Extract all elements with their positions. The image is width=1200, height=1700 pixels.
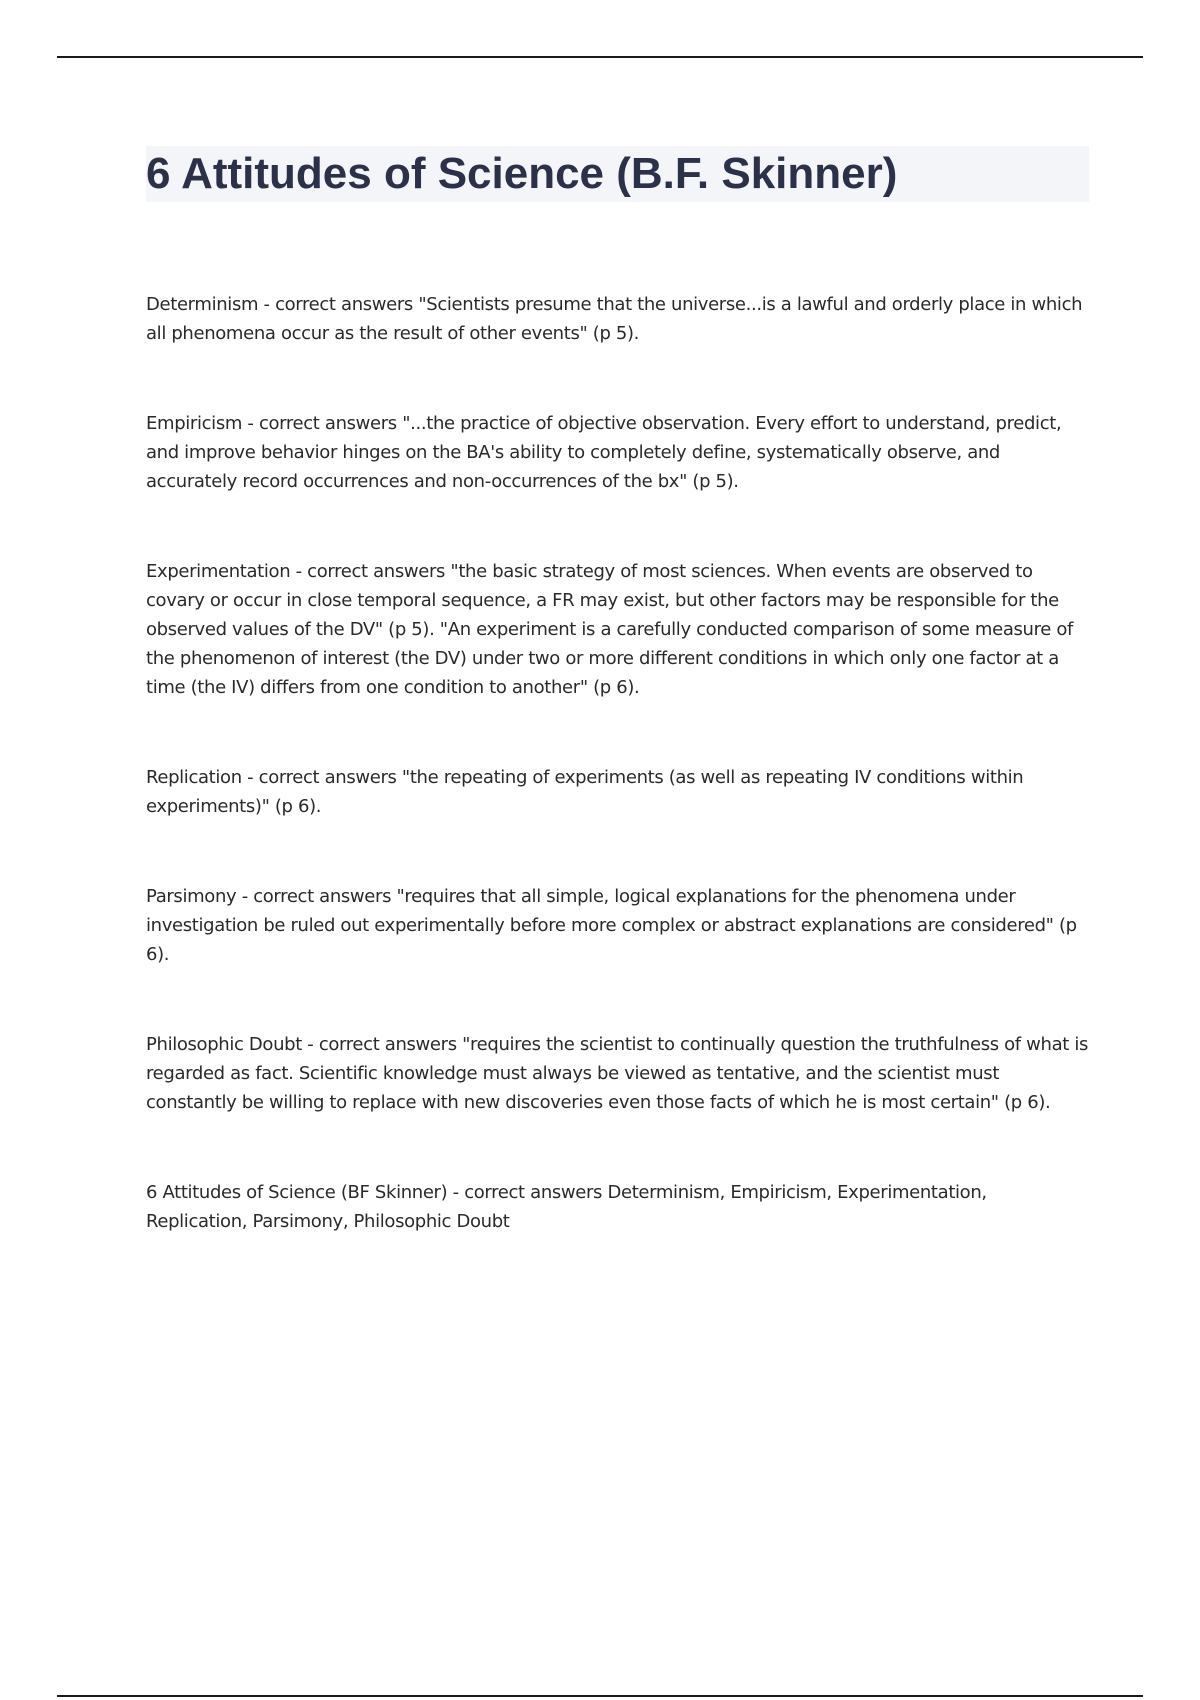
qa-item-empiricism [146, 409, 1092, 496]
top-rule [57, 56, 1143, 58]
qa-term: Parsimony [146, 886, 237, 907]
qa-answer: "...the practice of objective observation. Every effort to understand, predict, and improve behavior hinges on the BA's ability to completely define, systematically observe, and accurately record occurrences and non-occurrences of the bx" (p 5). [146, 413, 1062, 492]
qa-answer-marker: correct answers [307, 561, 446, 582]
page-title: 6 Attitudes of Science (B.F. Skinner) [146, 149, 898, 198]
qa-item-parsimony [146, 882, 1092, 969]
qa-item-determinism [146, 290, 1092, 348]
qa-answer-marker: correct answers [318, 1034, 457, 1055]
qa-answer: "requires the scientist to continually question the truthfulness of what is regarded as fact. Scientific knowledge must always be viewed as tentative, and the scientist must constantly be willing to replace with new discoveries even those facts of which he is most certain" (p 6). [146, 1034, 1089, 1113]
qa-answer: "the basic strategy of most sciences. When events are observed to covary or occur in close temporal sequence, a FR may exist, but other factors may be responsible for the observed values of the DV" (p 5). "An experiment is a carefully conducted comparison of some measure of the phenomenon of interest (the DV) under two or more different conditions in which only one factor at a time (the IV) differs from one condition to another" (p 6). [146, 561, 1073, 698]
qa-answer-marker: correct answers [258, 413, 397, 434]
qa-answer-marker: correct answers [253, 886, 392, 907]
qa-answer-marker: correct answers [275, 294, 413, 315]
qa-term: Experimentation [146, 561, 291, 582]
qa-item-experimentation [146, 557, 1092, 702]
qa-answer-marker: correct answers [258, 767, 397, 788]
qa-term: Empiricism [146, 413, 243, 434]
bottom-rule [57, 1695, 1143, 1697]
qa-answer: "Scientists presume that the universe...is a lawful and orderly place in which all phenomena occur as the result of other events" (p 5). [146, 294, 1083, 344]
qa-item-summary [146, 1178, 1092, 1236]
qa-answer: "requires that all simple, logical explanations for the phenomena under investigation be ruled out experimentally before more complex or abstract explanations are considered" (p 6). [146, 886, 1077, 965]
qa-term: Philosophic Doubt [146, 1034, 302, 1055]
qa-item-philosophic-doubt [146, 1030, 1092, 1117]
qa-term: Replication [146, 767, 242, 788]
qa-term: Determinism [146, 294, 259, 315]
qa-answer-marker: correct answers [464, 1182, 603, 1203]
qa-term: 6 Attitudes of Science (BF Skinner) [146, 1182, 448, 1203]
qa-answer: Determinism, Empiricism, Experimentation, Replication, Parsimony, Philosophic Doubt [146, 1182, 987, 1232]
qa-list [146, 290, 1092, 1236]
qa-answer: "the repeating of experiments (as well as repeating IV conditions within experiments)" (p 6). [146, 767, 1024, 817]
qa-item-replication [146, 763, 1092, 821]
